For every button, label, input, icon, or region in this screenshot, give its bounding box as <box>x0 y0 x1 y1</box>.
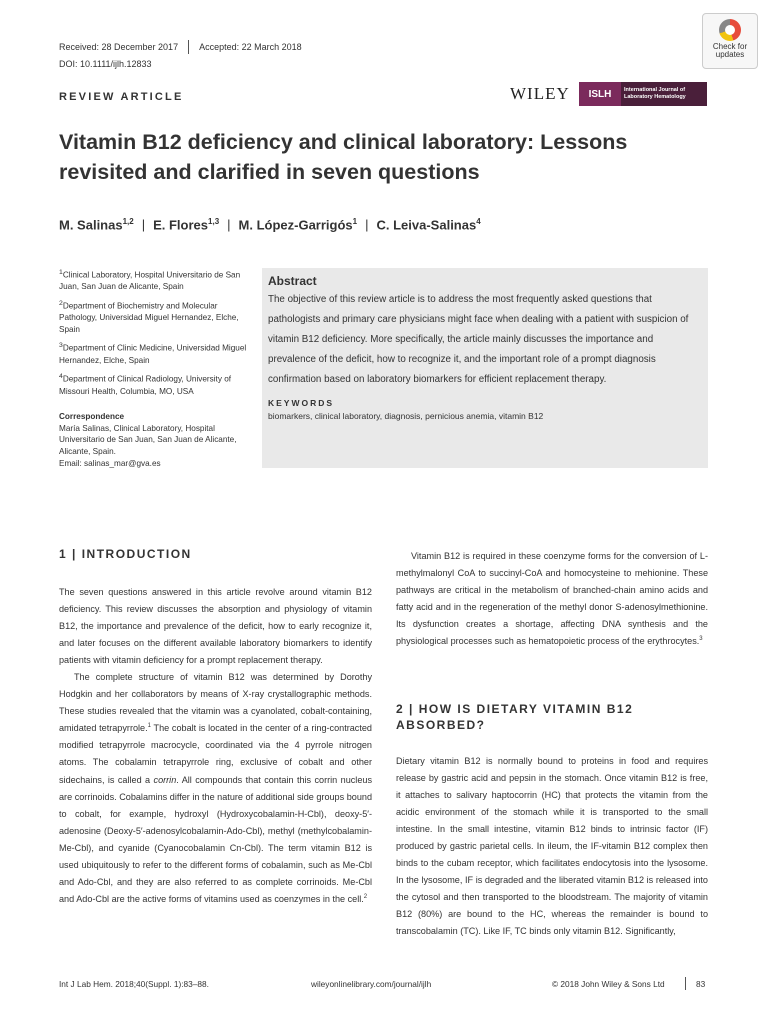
paragraph: The complete structure of vitamin B12 was determined by Dorothy Hodgkin and her collaborators by means of X-ray crystallographic methods. These studies revealed that the vitamin was a cyanolated, cobalt-containing, amidated tetrapyrrole.$^1$ The cobalt is located in the center of a ring-contracted modified tetrapyrrole macrocycle, coordinated via the 4 pyrrole nitrogen atoms. The cobalamin tetrapyrrole ring, exclusive of cobalt and other sidechains, is called a corrin. All compounds that contain this corrin nucleus are corrinoids. Cobalamins differ in the nature of additional side groups bound to cobalt, for example, hydroxyl (Hydroxycobalamin-H-Cbl), deoxy-5′-adenosine (Deoxy-5′-adenosylcobalamin-Ado-Cbl), methyl (methylcobalamin-Me-Cbl), and cyanide (Cyanocobalamin Cn-Cbl). The term vitamin B12 is used ubiquitously to refer to the different forms of cobalamin, such as Me-Cbl and Ado-Cbl, and they are also referred to as complete corrinoids. Me-Cbl and Ado-Cbl are the active forms of vitamins used as coenzymes in the cell.$^2$ <box>59 672 372 904</box>
citation: Int J Lab Hem. 2018;40(Suppl. 1):83–88. <box>59 979 209 989</box>
accepted-date: Accepted: 22 March 2018 <box>199 42 302 52</box>
abstract-box <box>262 268 708 468</box>
received-date: Received: 28 December 2017 <box>59 42 179 52</box>
correspondence-email[interactable]: Email: salinas_mar@gva.es <box>59 458 161 468</box>
doi[interactable]: DOI: 10.1111/ijlh.12833 <box>59 59 152 69</box>
citation-ref[interactable]: 2 <box>363 893 368 900</box>
affiliation: $^4$Department of Clinical Radiology, University of Missouri Health, Columbia, MO, USA <box>59 373 232 396</box>
paragraph: Vitamin B12 is required in these coenzyme forms for the conversion of L-methylmalonyl CoA to succinyl-CoA and homocysteine to mehionine. These pathways are critical in the metabolism of branched-chain amino acids and fatty acid and in the regeneration of the methyl donor S-adenosylmethionine. Its dysfunction creates a shortage, affecting DNA synthesis and the physiological processes such as hematopoietic process of the erythrocytes.$^3$ <box>396 551 708 647</box>
author-name[interactable]: E. Flores <box>153 217 209 233</box>
affiliation: $^2$Department of Biochemistry and Molecular Pathology, Universidad Miguel Hernandez, Elche, Spain <box>59 299 239 334</box>
paragraph: Dietary vitamin B12 is normally bound to proteins in food and requires release by gastric acid and pepsin in the stomach. Once vitamin B12 is free, it attaches to salivary haptocorrin (HC) that protects the vitamin from the acidic environment of the stomach while it is transported to the small intestine. In the small intestine, vitamin B12 binds to intrinsic factor (IF) produced by gastric parietal cells. In ileum, the IF-vitamin B12 complex then binds to the cubam receptor, which facilitates endocytosis into the lysosome. In the lysosome, IF is degraded and the liberated vitamin B12 is released into the cytosol and then transported to the bloodstream. The majority of vitamin B12 (80%) are bound to the HC, whereas the remainder is bound to transcobalamin (TC). Like IF, TC binds only vitamin B12. Significantly, <box>396 756 708 937</box>
author-affil-sup: 4 <box>476 217 481 226</box>
author-list <box>59 217 481 232</box>
article-dates <box>59 40 302 54</box>
author-affil-sup: 1,3 <box>208 217 220 226</box>
affiliations <box>59 267 249 469</box>
journal-url[interactable]: wileyonlinelibrary.com/journal/ijlh <box>311 979 432 989</box>
abstract-text: The objective of this review article is to address the most frequently asked questions that pathologists and primary care physicians might face when dealing with a patient with suspicion of vitamin B12 deficiency. More specifically, the article mainly discusses the importance and prevalence of the deficit, how to recognize it, and the important role of a prompt diagnosis confirmation based on laboratory biomarkers for efficient replacement therapy. <box>268 294 689 385</box>
abstract-heading: Abstract <box>268 274 317 288</box>
page-number: 83 <box>696 979 706 989</box>
column-right-top <box>396 548 708 650</box>
column-right-bottom <box>396 753 708 941</box>
publisher-logo: WILEY <box>510 84 570 103</box>
journal-logo-abbr: ISLH <box>579 82 621 106</box>
correspondence-heading: Correspondence <box>59 412 125 422</box>
check-for-updates-button[interactable] <box>702 13 758 69</box>
column-left <box>59 584 372 908</box>
author-name[interactable]: M. López-Garrigós <box>238 217 353 233</box>
author-separator: | <box>141 217 146 233</box>
author-separator: | <box>227 217 231 233</box>
author-name[interactable]: M. Salinas <box>59 217 123 233</box>
section-heading-introduction: 1 | INTRODUCTION <box>59 547 192 561</box>
citation-ref[interactable]: 1 <box>147 723 151 730</box>
crossmark-icon <box>719 19 741 41</box>
check-updates-label: Check for updates <box>712 42 748 59</box>
author-separator: | <box>365 217 369 233</box>
citation-ref[interactable]: 3 <box>699 636 703 643</box>
keywords: biomarkers, clinical laboratory, diagnosis, pernicious anemia, vitamin B12 <box>268 411 544 421</box>
article-title: Vitamin B12 deficiency and clinical laboratory: Lessons revisited and clarified in seven questions <box>59 130 628 184</box>
affiliation: $^3$Department of Clinic Medicine, Universidad Miguel Hernandez, Elche, Spain <box>59 342 247 365</box>
journal-logo <box>579 82 707 106</box>
keywords-heading: KEYWORDS <box>268 398 335 408</box>
copyright: © 2018 John Wiley & Sons Ltd <box>552 979 665 989</box>
section-heading-absorption: 2 | HOW IS DIETARY VITAMIN B12 ABSORBED? <box>396 702 634 732</box>
author-affil-sup: 1,2 <box>122 217 134 226</box>
paragraph: The seven questions answered in this article revolve around vitamin B12 deficiency. This review discusses the absorption and physiology of vitamin B12, the importance and prevalence of the deficit, how to early recognize it, and later focuses on the different available laboratory biomarkers to identify patients with vitamin deficiency for a prompt replacement therapy. <box>59 587 372 666</box>
journal-logo-name: International Journal of Laboratory Hematology <box>621 82 707 106</box>
affiliation: $^1$Clinical Laboratory, Hospital Universitario de San Juan, San Juan de Alicante, Spain <box>59 269 241 292</box>
divider <box>685 977 686 990</box>
divider <box>188 40 189 54</box>
article-type: REVIEW ARTICLE <box>59 91 184 103</box>
author-affil-sup: 1 <box>352 217 358 226</box>
correspondence-address: María Salinas, Clinical Laboratory, Hospital Universitario de San Juan, San Juan de Alicante, Alicante, Spain. <box>59 423 237 457</box>
author-name[interactable]: C. Leiva-Salinas <box>376 217 477 233</box>
